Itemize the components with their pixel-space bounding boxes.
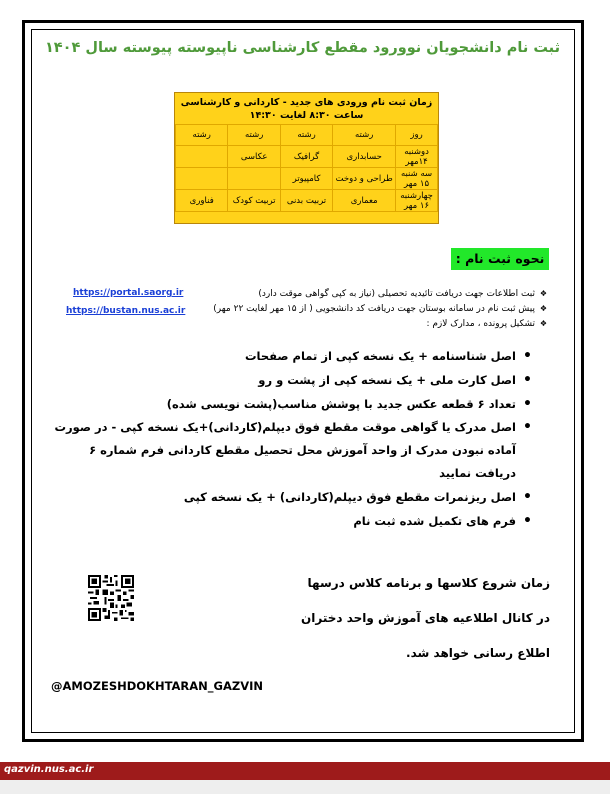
closing-line-3: اطلاع رسانی خواهد شد. <box>406 646 550 660</box>
col-major-1: رشته <box>333 125 396 146</box>
footer-spacer <box>0 780 610 794</box>
diamond-bullet-icon: ❖ <box>539 304 547 313</box>
bustan-link[interactable]: https://bustan.nus.ac.ir <box>66 306 186 316</box>
col-major-3: رشته <box>228 125 280 146</box>
table-row <box>176 168 438 190</box>
diamond-bullet-icon: ❖ <box>539 319 547 328</box>
table-cell: طراحی و دوخت <box>333 168 396 190</box>
list-item: • تعداد ۶ قطعه عکس جدید با پوشش مناسب(پشت نویسی شده) <box>52 392 532 416</box>
table-row <box>176 146 438 168</box>
documents-list <box>52 344 532 533</box>
list-item <box>207 301 547 316</box>
list-item: • اصل مدرک یا گواهی موقت مقطع فوق دیپلم(کاردانی)+یک نسخه کپی - در صورت آماده نبودن مدرک از واحد آموزش محل تحصیل مقطع کاردانی فرم شماره ۶ دریافت نمایید <box>52 416 532 485</box>
step-text: پیش ثبت نام در سامانه بوستان جهت دریافت کد دانشجویی ( از ۱۵ مهر لغایت ۲۲ مهر) <box>213 304 535 314</box>
closing-line-1: زمان شروع کلاسها و برنامه کلاس درسها <box>307 576 550 590</box>
schedule-heading-line2: ساعت ۸:۳۰ لغایت ۱۴:۳۰ <box>249 110 364 121</box>
table-cell: فناوری <box>176 190 228 212</box>
table-cell: دوشنبه ۱۴مهر <box>396 146 438 168</box>
steps-list <box>207 286 547 331</box>
footer-site-label: qazvin.nus.ac.ir <box>4 764 94 775</box>
saorg-link[interactable]: https://portal.saorg.ir <box>73 288 184 298</box>
table-cell: عکاسی <box>228 146 280 168</box>
schedule-table <box>174 92 439 224</box>
schedule-heading <box>175 93 438 122</box>
table-cell: چهارشنبه ۱۶ مهر <box>396 190 438 212</box>
schedule-header-row <box>176 125 438 146</box>
list-item <box>207 286 547 301</box>
table-cell: سه شنبه ۱۵ مهر <box>396 168 438 190</box>
list-item: • فرم های تکمیل شده ثبت نام <box>52 509 532 533</box>
step-text: ثبت اطلاعات جهت دریافت تائیدیه تحصیلی (نیاز به کپی گواهی موقت دارد) <box>258 289 535 299</box>
channel-handle: @AMOZESHDOKHTARAN_GAZVIN <box>51 679 264 693</box>
table-cell: معماری <box>333 190 396 212</box>
list-item <box>207 316 547 331</box>
col-day: روز <box>396 125 438 146</box>
table-row <box>176 190 438 212</box>
table-cell: تربیت بدنی <box>280 190 332 212</box>
table-cell <box>228 168 280 190</box>
col-major-2: رشته <box>280 125 332 146</box>
howto-heading: نحوه ثبت نام : <box>451 248 549 270</box>
table-cell: تربیت کودک <box>228 190 280 212</box>
table-cell: گرافیک <box>280 146 332 168</box>
table-cell <box>176 146 228 168</box>
diamond-bullet-icon: ❖ <box>539 289 547 298</box>
schedule-heading-line1: زمان ثبت نام ورودی های جدید - کاردانی و کارشناسی <box>180 97 433 108</box>
table-cell: حسابداری <box>333 146 396 168</box>
qr-code-icon <box>88 575 134 621</box>
table-cell: کامپیوتر <box>280 168 332 190</box>
list-item: • اصل شناسنامه + یک نسخه کپی از تمام صفحات <box>52 344 532 368</box>
step-text: تشکیل پرونده ، مدارک لازم : <box>426 319 535 329</box>
col-major-4: رشته <box>176 125 228 146</box>
schedule-grid <box>175 124 438 212</box>
table-cell <box>176 168 228 190</box>
list-item: • اصل ریزنمرات مقطع فوق دیپلم(کاردانی) + یک نسخه کپی <box>52 485 532 509</box>
list-item: • اصل کارت ملی + یک نسخه کپی از پشت و رو <box>52 368 532 392</box>
page-title: ثبت نام دانشجویان نوورود مقطع کارشناسی ناپیوسته پیوسته سال ۱۴۰۴ <box>44 40 561 56</box>
closing-line-2: در کانال اطلاعیه های آموزش واحد دختران <box>301 611 550 625</box>
closing-notice <box>190 566 550 671</box>
